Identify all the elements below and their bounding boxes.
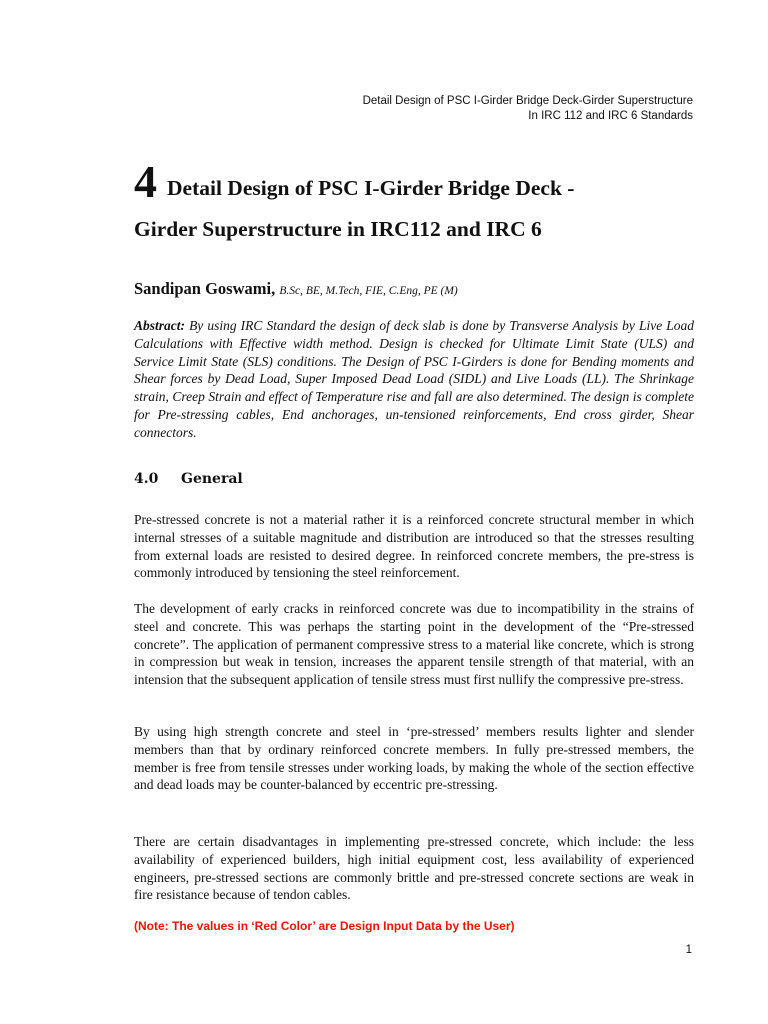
abstract-label: Abstract: [134,318,186,333]
body-paragraph-2: The development of early cracks in reinforced concrete was due to incompatibility in the strains of steel and concrete. This was perhaps the starting point in the development of the “Pre-stressed concrete”. The application of permanent compressive stress to a material like concrete, which is strong in compression but weak in tension, increases the apparent tensile strength of that material, with an intension that the subsequent application of tensile stress must first nullify the compressive pre-stress. [134,601,694,688]
running-header-line-1: Detail Design of PSC I-Girder Bridge Deck-Girder Superstructure [362,95,693,107]
running-header [363,94,693,124]
running-header-line-2: In IRC 112 and IRC 6 Standards [528,110,693,122]
body-paragraph-4: There are certain disadvantages in implementing pre-stressed concrete, which include: the less availability of experienced builders, high initial equipment cost, less availability of experienced engineers, pre-stressed sections are commonly brittle and pre-stressed concrete sections are weak in fire resistance because of tendon cables. [134,834,694,903]
chapter-title [134,156,714,248]
red-color-note: (Note: The values in ‘Red Color’ are Design Input Data by the User) [134,919,515,933]
body-paragraph-1: Pre-stressed concrete is not a material rather it is a reinforced concrete structural member in which internal stresses of a suitable magnitude and distribution are introduced so that the stresses resulting from external loads are resisted to desired degree. In reinforced concrete members, the pre-stress is commonly introduced by tensioning the steel reinforcement. [134,512,694,581]
section-title: General [181,471,243,487]
author-credentials: B.Sc, BE, M.Tech, FIE, C.Eng, PE (M) [279,285,458,297]
chapter-title-line-2: Girder Superstructure in IRC112 and IRC 6 [134,217,542,241]
abstract-text: By using IRC Standard the design of deck slab is done by Transverse Analysis by Live Load Calculations with Effective width method. Design is checked for Ultimate Limit State (ULS) and Service Limit State (SLS) conditions. The Design of PSC I-Girders is done for Bending moments and Shear forces by Dead Load, Super Imposed Dead Load (SIDL) and Live Loads (LL). The Shrinkage strain, Creep Strain and effect of Temperature rise and fall are also determined. The design is complete for Pre-stressing cables, End anchorages, un-tensioned reinforcements, End cross girder, Shear connectors. [134,318,694,440]
chapter-number: 4 [134,156,157,207]
abstract [134,317,694,442]
chapter-title-line-1: Detail Design of PSC I-Girder Bridge Deck - [167,176,575,200]
body-paragraph-3: By using high strength concrete and steel in ‘pre-stressed’ members results lighter and slender members than that by ordinary reinforced concrete members. In fully pre-stressed members, the member is free from tensile stresses under working loads, by making the whole of the section effective and dead loads may be counter-balanced by eccentric pre-stressing. [134,724,694,793]
page-number: 1 [685,944,692,956]
author-name: Sandipan Goswami, [134,279,276,298]
section-number: 4.0 [134,471,159,487]
author-byline [134,279,458,299]
section-heading [134,471,243,487]
